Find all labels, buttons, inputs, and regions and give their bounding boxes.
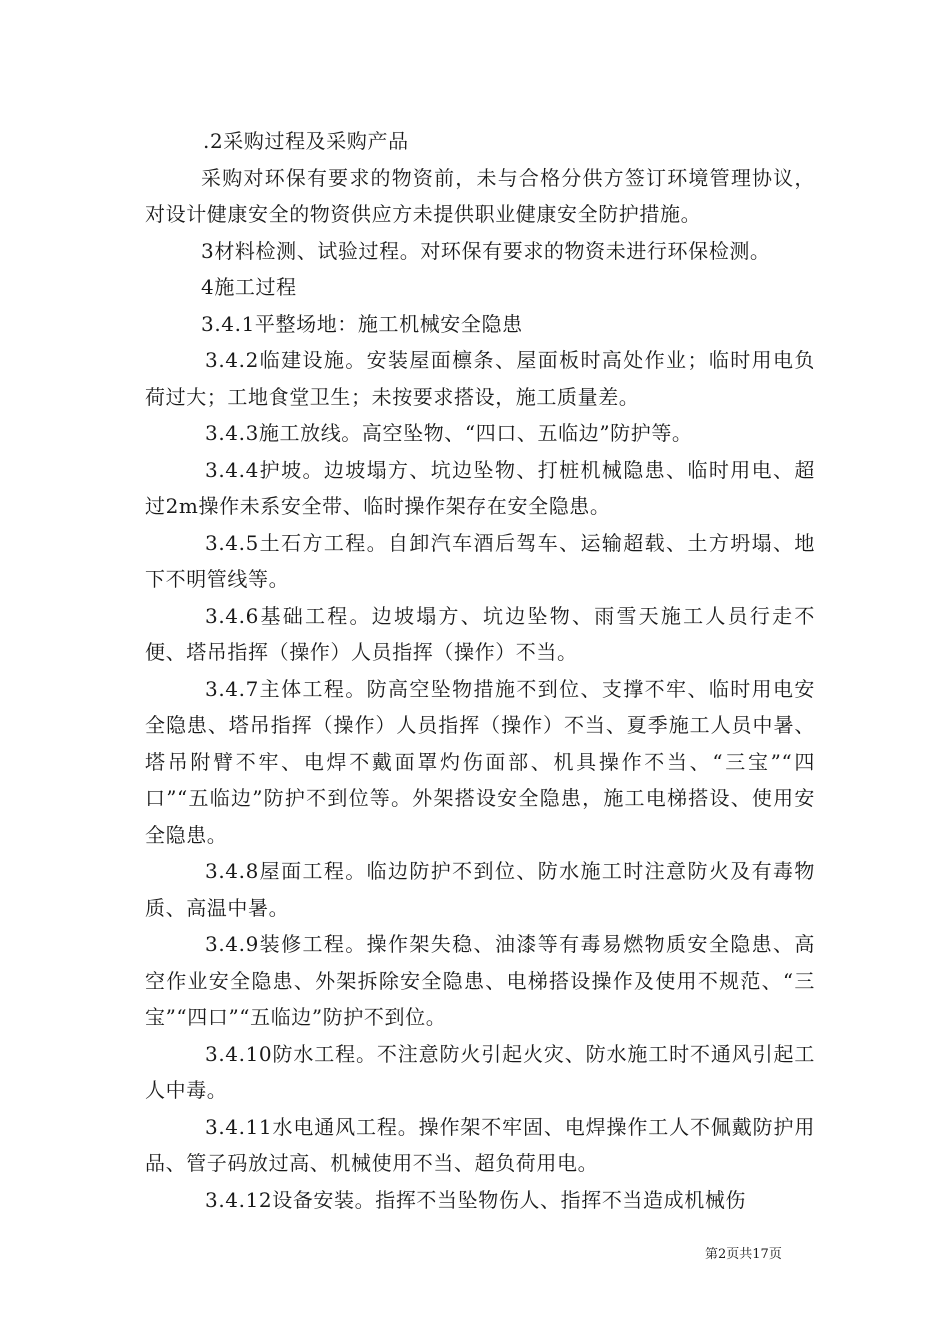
paragraph: 3.4.2临建设施。安装屋面檩条、屋面板时高处作业；临时用电负荷过大；工地食堂卫生；未按要求搭设，施工质量差。 bbox=[145, 348, 815, 409]
paragraph: 3.4.11水电通风工程。操作架不牢固、电焊操作工人不佩戴防护用品、管子码放过高、机械使用不当、超负荷用电。 bbox=[145, 1114, 815, 1175]
document-body bbox=[145, 123, 815, 1218]
paragraph: 3材料检测、试验过程。对环保有要求的物资未进行环保检测。 bbox=[201, 238, 771, 263]
paragraph: 采购对环保有要求的物资前，未与合格分供方签订环境管理协议，对设计健康安全的物资供应方未提供职业健康安全防护措施。 bbox=[145, 165, 815, 226]
paragraph: 3.4.6基础工程。边坡塌方、坑边坠物、雨雪天施工人员行走不便、塔吊指挥（操作）人员指挥（操作）不当。 bbox=[145, 603, 815, 664]
paragraph: 3.4.9装修工程。操作架失稳、油漆等有毒易燃物质安全隐患、高空作业安全隐患、外架拆除安全隐患、电梯搭设操作及使用不规范、“三宝”“四口”“五临边”防护不到位。 bbox=[145, 932, 815, 1029]
paragraph: 3.4.8屋面工程。临边防护不到位、防水施工时注意防火及有毒物质、高温中暑。 bbox=[145, 859, 815, 920]
page-number-footer: 第2页共17页 bbox=[705, 1247, 782, 1262]
paragraph-section-heading: 4施工过程 bbox=[201, 275, 297, 299]
paragraph-section-heading: .2采购过程及采购产品 bbox=[203, 129, 409, 153]
paragraph: 3.4.10防水工程。不注意防火引起火灾、防水施工时不通风引起工人中毒。 bbox=[145, 1041, 815, 1102]
paragraph: 3.4.7主体工程。防高空坠物措施不到位、支撑不牢、临时用电安全隐患、塔吊指挥（操作）人员指挥（操作）不当、夏季施工人员中暑、塔吊附臂不牢、电焊不戴面罩灼伤面部、机具操作不当、“三宝”“四口”“五临边”防护不到位等。外架搭设安全隐患，施工电梯搭设、使用安全隐患。 bbox=[145, 676, 815, 847]
paragraph: 3.4.5土石方工程。自卸汽车酒后驾车、运输超载、土方坍塌、地下不明管线等。 bbox=[145, 530, 815, 591]
paragraph: 3.4.3施工放线。高空坠物、“四口、五临边”防护等。 bbox=[205, 421, 693, 445]
paragraph: 3.4.1平整场地：施工机械安全隐患 bbox=[201, 311, 523, 336]
paragraph: 3.4.12设备安装。指挥不当坠物伤人、指挥不当造成机械伤 bbox=[205, 1187, 747, 1212]
paragraph: 3.4.4护坡。边坡塌方、坑边坠物、打桩机械隐患、临时用电、超过2m操作未系安全带、临时操作架存在安全隐患。 bbox=[145, 457, 815, 518]
